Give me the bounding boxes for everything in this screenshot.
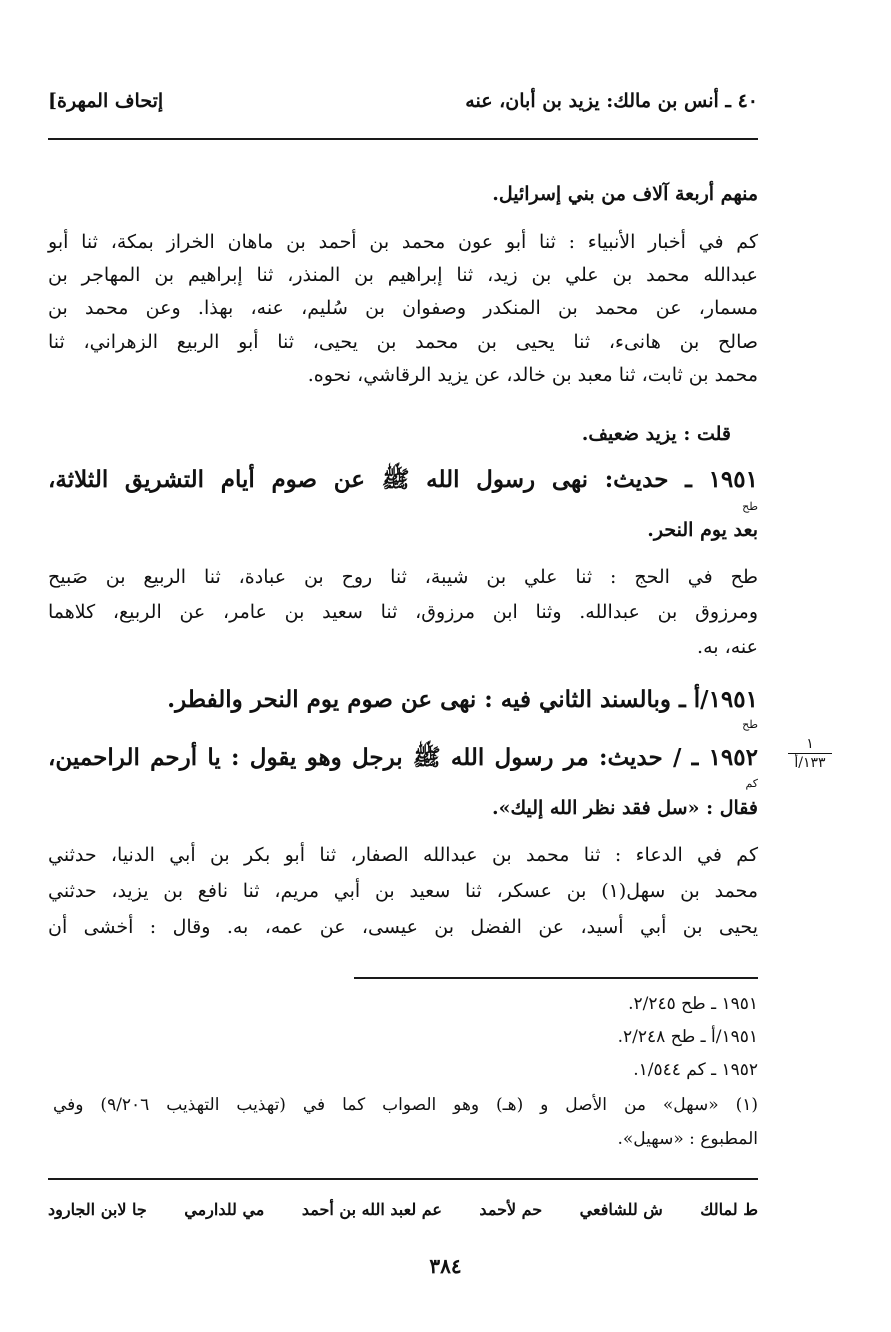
- page-header: [48, 90, 758, 124]
- hadith-heading-1951: ١٩٥١ ـ حديث: نهى رسول الله ﷺ عن صوم أيام التشريق الثلاثة،: [48, 466, 758, 493]
- text-line: ومرزوق بن عبدالله. وثنا ابن مرزوق، ثنا سعيد بن عامر، عن الربيع، كلاهما: [48, 601, 758, 623]
- abbreviations-legend: [48, 1200, 758, 1226]
- page-number: ٣٨٤: [429, 1254, 462, 1278]
- source-tag: كم: [745, 777, 758, 790]
- text-line: كم في أخبار الأنبياء : ثنا أبو عون محمد بن أحمد بن ماهان الخراز بمكة، ثنا أبو: [48, 231, 758, 253]
- footnote-source-ref: ١٩٥١/أ ـ طح ٢/٢٤٨.: [617, 1027, 758, 1047]
- text-line: كم في الدعاء : ثنا محمد بن عبدالله الصفار، ثنا أبو بكر بن أبي الدنيا، حدثني: [48, 844, 758, 866]
- abbreviation-item: ط لمالك: [700, 1200, 758, 1219]
- book-title: [إتحاف المهرة: [48, 90, 164, 112]
- hadith-heading-1952: ١٩٥٢ ـ / حديث: مر رسول الله ﷺ برجل وهو يقول : يا أرحم الراحمين،: [48, 744, 758, 771]
- manuscript-folio-ref: [782, 736, 838, 771]
- text-line: عنه، به.: [697, 636, 758, 658]
- footnote-source-ref: ١٩٥٢ ـ كم ١/٥٤٤.: [633, 1060, 758, 1080]
- text-line: عبدالله محمد بن علي بن زيد، ثنا إبراهيم بن المنذر، ثنا إبراهيم بن المهاجر بن: [48, 264, 758, 286]
- abbreviation-item: مي للدارمي: [184, 1200, 265, 1219]
- abbreviations-rule: [48, 1178, 758, 1180]
- abbreviation-item: جا لابن الجارود: [48, 1200, 147, 1219]
- footnote-source-ref: ١٩٥١ ـ طح ٢/٢٤٥.: [628, 994, 758, 1014]
- text-line: منهم أربعة آلاف من بني إسرائيل.: [492, 183, 758, 205]
- text-line: طح في الحج : ثنا علي بن شيبة، ثنا روح بن عبادة، ثنا الربيع بن صَبيح: [48, 566, 758, 588]
- abbreviation-item: ش للشافعي: [579, 1200, 663, 1219]
- text-line: محمد بن سهل(١) بن عسكر، ثنا سعيد بن أبي مريم، ثنا نافع بن يزيد، حدثني: [48, 880, 758, 902]
- text-line: صالح بن هانىء، ثنا يحيى بن محمد بن يحيى، ثنا أبو الربيع الزهراني، ثنا: [48, 331, 758, 353]
- text-line: مسمار، عن محمد بن المنكدر وصفوان بن سُليم، عنه، بهذا. وعن محمد بن: [48, 297, 758, 319]
- text-line: بعد يوم النحر.: [647, 519, 758, 541]
- header-rule: [48, 138, 758, 140]
- hadith-heading-1951a: ١٩٥١/أ ـ وبالسند الثاني فيه : نهى عن صوم يوم النحر والفطر.: [167, 686, 758, 713]
- running-title: ٤٠ ـ أنس بن مالك: يزيد بن أبان، عنه: [465, 90, 758, 112]
- source-tag: طح: [742, 718, 758, 731]
- text-line: يحيى بن أبي أسيد، عن الفضل بن عيسى، عن عمه، به. وقال : أخشى أن: [48, 916, 758, 938]
- folio-number: ١: [806, 736, 814, 752]
- text-line: فقال : «سل فقد نظر الله إليك».: [491, 797, 758, 819]
- text-line: محمد بن ثابت، ثنا معبد بن خالد، عن يزيد الرقاشي، نحوه.: [307, 364, 758, 386]
- source-tag: طح: [742, 500, 758, 513]
- footnote-rule: [354, 977, 758, 979]
- qult-line: قلت : يزيد ضعيف.: [581, 423, 731, 445]
- folio-page: ١٣٣/أ: [794, 755, 826, 771]
- folio-divider: [788, 753, 832, 754]
- footnote-text: (١) «سهل» من الأصل و (هـ) وهو الصواب كما في (تهذيب التهذيب ٩/٢٠٦) وفي: [53, 1095, 758, 1115]
- abbreviation-item: حم لأحمد: [479, 1200, 543, 1219]
- abbreviation-item: عم لعبد الله بن أحمد: [301, 1200, 442, 1219]
- footnote-text: المطبوع : «سهيل».: [617, 1129, 758, 1149]
